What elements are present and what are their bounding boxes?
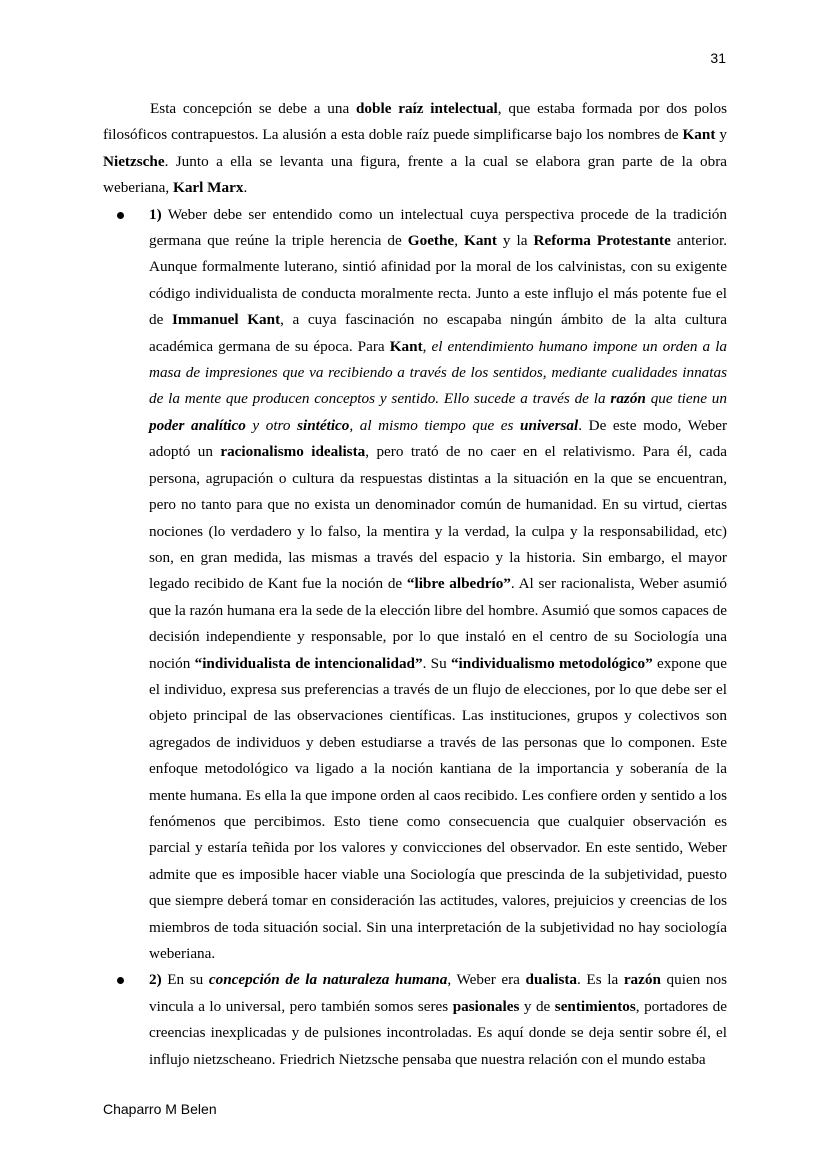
text-run: razón bbox=[610, 390, 646, 408]
text-run: . De este modo, Weber adoptó un bbox=[149, 416, 728, 461]
text-run: , que estaba formada por dos polos filosóficos contrapuestos. La alusión a esta doble raíz puede simplificarse bajo los nombres de bbox=[103, 100, 727, 144]
text-run: . Su bbox=[422, 654, 451, 672]
footer-author: Chaparro M Belen bbox=[103, 1101, 217, 1117]
text-run: , portadores de creencias inexplicadas y de pulsiones incontroladas. Es aquí donde se deja sentir sobre él, el influjo nietzscheano. Friedrich Nietzsche pensaba que nuestra relación con el mundo estaba bbox=[149, 997, 727, 1068]
page-number: 31 bbox=[710, 50, 726, 66]
text-run: , Weber era bbox=[447, 971, 526, 989]
text-run: “individualista de intencionalidad” bbox=[194, 654, 423, 672]
list-item-1 bbox=[149, 202, 727, 968]
text-run: razón bbox=[623, 971, 661, 989]
text-run: expone que el individuo, expresa sus preferencias a través de un flujo de elecciones, por lo que debe ser el objeto principal de las observaciones científicas. Las instituciones, grupos y colectivos son agregados de individuos y deben estudiarse a través de las personas que lo componen. Este enfoque metodológico va ligado a la noción kantiana de la importancia y soberanía de la mente humana. Es ella la que impone orden al caos recibido. Les confiere orden y sentido a los fenómenos que percibimos. Esto tiene como consecuencia que cualquier observación es parcial y estaría teñida por los valores y convicciones del observador. En este sentido, Weber admite que es imposible hacer viable una Sociología que prescinda de la subjetividad, puesto que siempre deberá tomar en consideración las actitudes, valores, prejuicios y creencias de los miembros de toda situación social. Sin una interpretación de la subjetividad no hay sociología weberiana. bbox=[149, 654, 727, 962]
text-run: concepción de la naturaleza humana bbox=[208, 971, 448, 989]
text-run: “libre albedrío” bbox=[406, 575, 511, 593]
text-run: y la bbox=[496, 232, 534, 250]
text-run: , al mismo tiempo que es bbox=[349, 416, 520, 434]
text-run: Kant bbox=[464, 232, 497, 250]
bullet-list bbox=[103, 202, 727, 1073]
text-run: Kant bbox=[682, 126, 716, 144]
text-run: 2) bbox=[149, 971, 162, 989]
text-run: En su bbox=[161, 971, 209, 989]
text-run: universal bbox=[520, 416, 579, 434]
text-run: 1) bbox=[149, 205, 162, 223]
text-run: . Junto a ella se levanta una figura, frente a la cual se elabora gran parte de la obra weberiana, bbox=[103, 152, 727, 197]
text-run: , bbox=[454, 232, 464, 250]
text-run: racionalismo idealista bbox=[220, 443, 366, 461]
text-run: , bbox=[422, 337, 432, 355]
text-run: poder analítico bbox=[149, 416, 246, 434]
text-run: , a cuya fascinación no escapaba ningún ámbito de la alta cultura académica germana de su época. Para bbox=[149, 311, 727, 355]
text-run: quien nos vincula a lo universal, pero también somos seres bbox=[149, 971, 728, 1015]
text-run: , pero trató de no caer en el relativismo. Para él, cada persona, agrupación o cultura da respuestas distintas a la situación en la que se encuentran, pero no tanto para que no exista un denominador común de humanidad. En su virtud, ciertas nociones (lo verdadero y lo falso, la mentira y la verdad, la culpa y la responsabilidad, etc) son, en gran medida, las mismas a través del espacio y la historia. Sin embargo, el mayor legado recibido de Kant fue la noción de bbox=[149, 443, 727, 593]
text-run: y de bbox=[519, 997, 555, 1015]
text-run: Immanuel Kant bbox=[171, 311, 281, 329]
text-run: Karl Marx bbox=[173, 179, 244, 197]
document-body bbox=[103, 96, 727, 1073]
text-run: sentimientos bbox=[554, 997, 636, 1015]
text-run: . Es la bbox=[577, 971, 624, 989]
list-item-2 bbox=[149, 967, 727, 1073]
text-run: y bbox=[715, 126, 728, 144]
text-run: . Al ser racionalista, Weber asumió que la razón humana era la sede de la elección libre del hombre. Asumió que somos capaces de decisión independiente y responsable, por lo que instaló en el centro de su Sociología una noción bbox=[149, 575, 728, 672]
text-run: Goethe bbox=[407, 232, 455, 250]
text-run: que tiene un bbox=[645, 390, 727, 408]
text-run: “individualismo metodológico” bbox=[450, 654, 653, 672]
text-run: anterior. Aunque formalmente luterano, sintió afinidad por la moral de los calvinistas, con su exigente código individualista de conducta moralmente recta. Junto a este influjo el más potente fue el de bbox=[149, 232, 728, 329]
text-run: dualista bbox=[525, 971, 578, 989]
text-run: doble raíz intelectual bbox=[355, 100, 498, 117]
text-run: y otro bbox=[245, 416, 298, 434]
text-run: sintético bbox=[297, 416, 350, 434]
text-run: Reforma Protestante bbox=[533, 232, 671, 250]
text-run: Esta concepción se debe a una bbox=[150, 100, 356, 117]
text-run: Kant bbox=[389, 337, 423, 355]
intro-paragraph bbox=[103, 96, 727, 202]
text-run: el entendimiento humano impone un orden a la masa de impresiones que va recibiendo a través de los sentidos, mediante cualidades innatas de la mente que producen conceptos y sentido. Ello sucede a través de la bbox=[149, 337, 728, 408]
text-run: Nietzsche bbox=[103, 152, 165, 170]
text-run: pasionales bbox=[452, 997, 520, 1015]
text-run: Weber debe ser entendido como un intelectual cuya perspectiva procede de la tradición germana que reúne la triple herencia de bbox=[149, 205, 727, 250]
text-run: . bbox=[243, 179, 248, 197]
